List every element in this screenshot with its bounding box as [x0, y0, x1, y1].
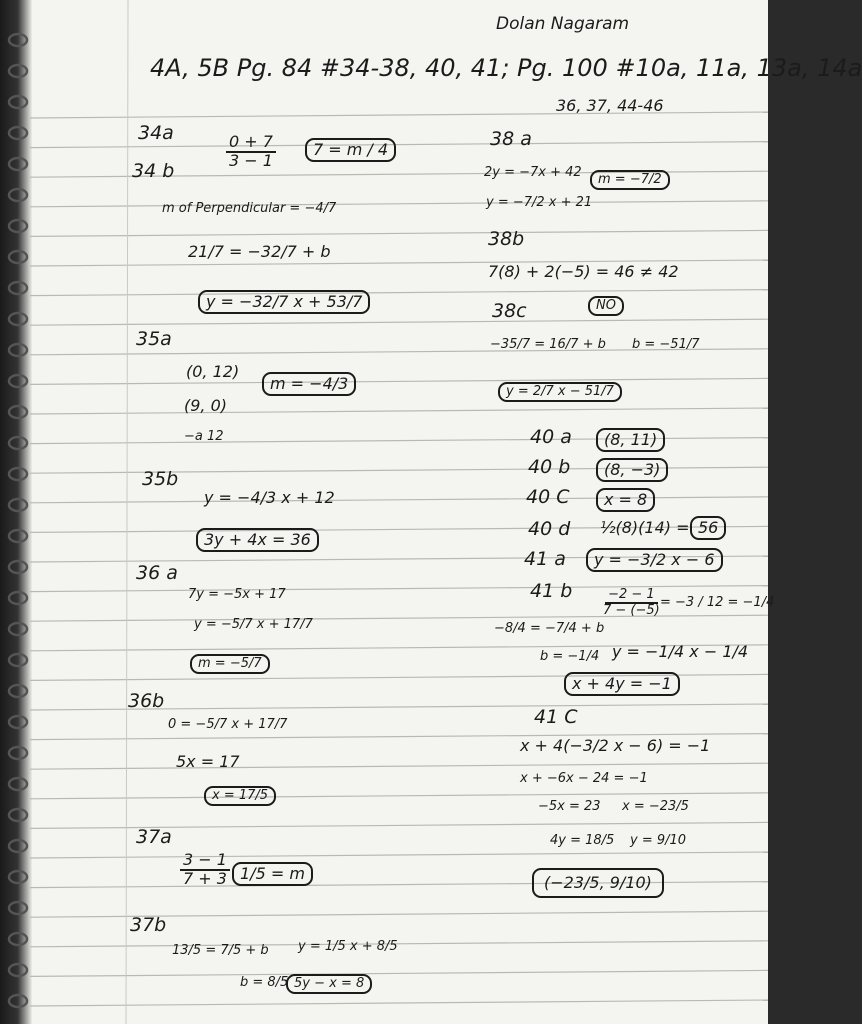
problem-41c-work-4: 4y = 18/5: [550, 833, 615, 848]
problem-38c-label: 38c: [492, 300, 527, 322]
binding-ring: [9, 716, 27, 728]
problem-37a-label: 37a: [136, 826, 172, 848]
binding-ring: [9, 623, 27, 635]
problem-37b-work-2: y = 1/5 x + 8/5: [298, 939, 398, 954]
ruled-line: [30, 378, 768, 384]
ruled-line: [30, 408, 768, 414]
problem-38c-work: −35/7 = 16/7 + b: [490, 337, 606, 352]
problem-35b-label: 35b: [142, 468, 179, 490]
problem-41b-fraction: [600, 588, 663, 617]
binding-ring: [9, 995, 27, 1007]
problem-35a-answer: m = −4/3: [262, 372, 356, 396]
problem-41b-label: 41 b: [530, 580, 573, 602]
binding-ring: [9, 871, 27, 883]
problem-40a-answer: (8, 11): [596, 428, 665, 452]
problem-36b-label: 36b: [128, 690, 165, 712]
problem-34b-work: 21/7 = −32/7 + b: [188, 242, 331, 261]
problem-41b-simplify: = −3 / 12 = −1/4: [660, 595, 775, 610]
problem-41c-work-1: x + 4(−3/2 x − 6) = −1: [520, 736, 711, 755]
binding-ring: [9, 530, 27, 542]
ruled-line: [30, 970, 768, 976]
problem-37a-answer: 1/5 = m: [232, 862, 313, 886]
problem-38a-work-1: 2y = −7x + 42: [484, 165, 582, 180]
problem-35a-label: 35a: [136, 328, 172, 350]
binding-ring: [9, 654, 27, 666]
ruled-line: [30, 497, 768, 503]
binding-ring: [9, 933, 27, 945]
binding-ring: [9, 406, 27, 418]
binding-ring: [9, 375, 27, 387]
problem-37a-fraction: [180, 852, 230, 888]
problem-36b-work-1: 0 = −5/7 x + 17/7: [168, 717, 288, 732]
ruled-line: [30, 290, 768, 296]
problem-36b-work-2: 5x = 17: [176, 752, 240, 771]
binding-ring: [9, 840, 27, 852]
fraction-denominator: 7 − (−5): [603, 602, 660, 618]
problem-36b-answer: x = 17/5: [204, 786, 276, 806]
binding-ring: [9, 902, 27, 914]
problem-38c-b: b = −51/7: [632, 337, 700, 352]
problem-41b-work-2: b = −1/4: [540, 649, 600, 664]
problem-41b-answer: x + 4y = −1: [564, 672, 680, 696]
ruled-line: [30, 763, 768, 769]
ruled-line: [30, 852, 768, 858]
problem-41b-work-1: −8/4 = −7/4 + b: [494, 621, 605, 636]
problem-36a-work-1: 7y = −5x + 17: [188, 587, 286, 602]
problem-36a-work-2: y = −5/7 x + 17/7: [194, 617, 313, 632]
problem-38a-work-2: y = −7/2 x + 21: [486, 195, 593, 210]
binding-ring: [9, 499, 27, 511]
binding-ring: [9, 778, 27, 790]
problem-37b-work-3: b = 8/5: [240, 975, 289, 990]
binding-ring: [9, 313, 27, 325]
binding-ring: [9, 127, 27, 139]
problem-38b-label: 38b: [488, 228, 525, 250]
binding-ring: [9, 251, 27, 263]
ruled-line: [30, 941, 768, 947]
problem-40a-label: 40 a: [530, 426, 572, 448]
fraction-numerator: 0 + 7: [226, 134, 276, 153]
binding-ring: [9, 158, 27, 170]
margin-line: [126, 0, 128, 1024]
problem-36a-answer: m = −5/7: [190, 654, 270, 674]
problem-35a-point-1: (0, 12): [186, 362, 240, 381]
ruled-line: [30, 201, 768, 207]
binding-ring: [9, 592, 27, 604]
problem-37b-work-1: 13/5 = 7/5 + b: [172, 943, 269, 958]
problem-34a-label: 34a: [138, 122, 174, 144]
binding-ring: [9, 685, 27, 697]
problem-37b-label: 37b: [130, 914, 167, 936]
problem-40c-answer: x = 8: [596, 488, 655, 512]
problem-41c-work-2: x + −6x − 24 = −1: [520, 771, 648, 786]
fraction-numerator: −2 − 1: [605, 588, 658, 604]
fraction-numerator: 3 − 1: [180, 852, 230, 871]
binding-ring: [9, 96, 27, 108]
problem-35b-answer: 3y + 4x = 36: [196, 528, 319, 552]
problem-40c-label: 40 C: [526, 486, 570, 508]
ruled-line: [30, 793, 768, 799]
problem-41c-answer: (−23/5, 9/10): [532, 868, 664, 898]
problem-35a-point-2: (9, 0): [184, 396, 228, 415]
assignment-subtitle: 36, 37, 44-46: [556, 96, 664, 115]
problem-38c-answer: y = 2/7 x − 51/7: [498, 382, 622, 402]
problem-38c-no: NO: [588, 296, 624, 316]
binding-ring: [9, 344, 27, 356]
problem-34b-label: 34 b: [132, 160, 175, 182]
binding-ring: [9, 809, 27, 821]
ruled-line: [30, 230, 768, 236]
problem-41c-label: 41 C: [534, 706, 578, 728]
author-name: Dolan Nagaram: [496, 14, 630, 34]
problem-41c-work-3b: x = −23/5: [622, 799, 689, 814]
problem-40d-label: 40 d: [528, 518, 571, 540]
problem-38b-work: 7(8) + 2(−5) = 46 ≠ 42: [488, 262, 679, 281]
binding-ring: [9, 437, 27, 449]
assignment-title: 4A, 5B Pg. 84 #34-38, 40, 41; Pg. 100 #10a, 11a, 13a, 14a: [150, 54, 862, 82]
binding-ring: [9, 282, 27, 294]
problem-40b-label: 40 b: [528, 456, 571, 478]
problem-37b-answer: 5y − x = 8: [286, 974, 372, 994]
binding-ring: [9, 468, 27, 480]
problem-38a-answer: m = −7/2: [590, 170, 670, 190]
problem-41b-work-3: y = −1/4 x − 1/4: [612, 642, 749, 661]
problem-34b-perp: m of Perpendicular = −4/7: [162, 201, 337, 216]
fraction-denominator: 7 + 3: [183, 868, 227, 888]
binding-ring: [9, 747, 27, 759]
ruled-line: [30, 319, 768, 325]
binding-ring: [9, 34, 27, 46]
problem-40d-work: ½(8)(14) =: [600, 518, 690, 537]
binding-ring: [9, 189, 27, 201]
binding-ring: [9, 65, 27, 77]
binding-ring: [9, 964, 27, 976]
problem-34b-answer: y = −32/7 x + 53/7: [198, 290, 370, 314]
ruled-line: [30, 1000, 768, 1006]
problem-35a-diff: −a 12: [184, 429, 224, 444]
problem-34a-answer: 7 = m / 4: [305, 138, 396, 162]
problem-41c-work-3: −5x = 23: [538, 799, 601, 814]
problem-40b-answer: (8, −3): [596, 458, 668, 482]
problem-36a-label: 36 a: [136, 562, 178, 584]
problem-35b-work: y = −4/3 x + 12: [204, 488, 335, 507]
binding-ring: [9, 220, 27, 232]
problem-40d-answer: 56: [690, 516, 726, 540]
problem-41c-work-4b: y = 9/10: [630, 833, 687, 848]
problem-38a-label: 38 a: [490, 128, 532, 150]
problem-41a-label: 41 a: [524, 548, 566, 570]
binding-ring: [9, 561, 27, 573]
problem-34a-fraction: [226, 134, 276, 170]
fraction-denominator: 3 − 1: [229, 150, 273, 170]
problem-41a-answer: y = −3/2 x − 6: [586, 548, 723, 572]
